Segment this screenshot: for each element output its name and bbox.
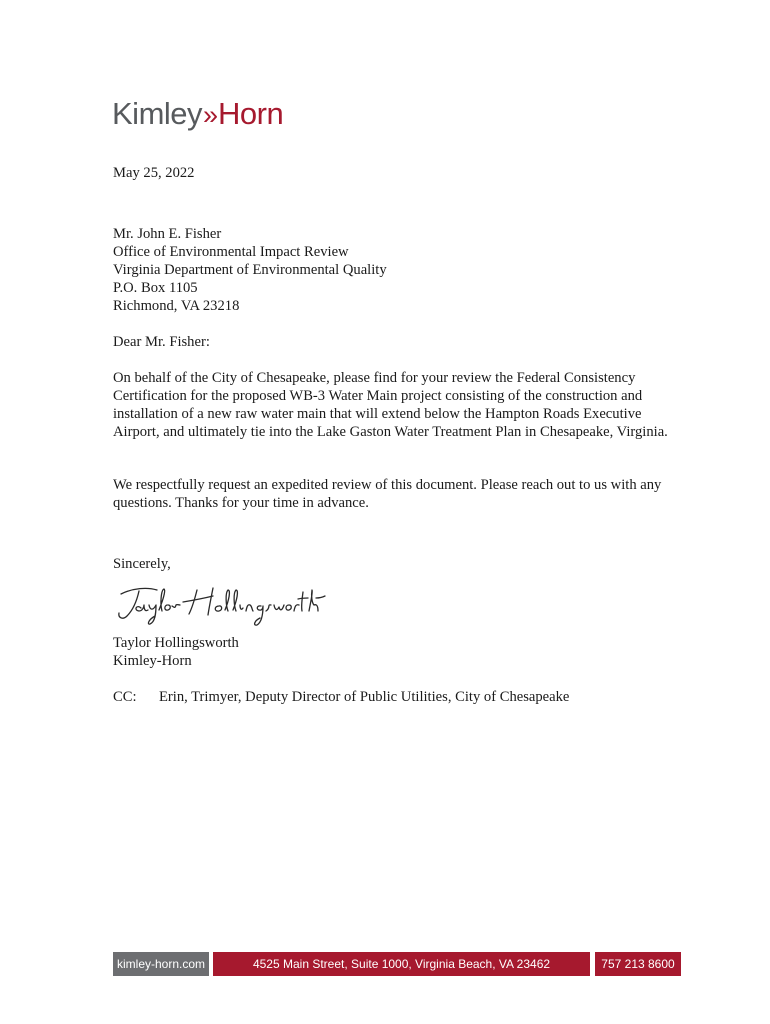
signer-block [113, 634, 239, 670]
cc-line [113, 688, 569, 706]
recipient-po-box: P.O. Box 1105 [113, 280, 198, 296]
footer-phone: 757 213 8600 [595, 952, 681, 976]
company-logo [112, 98, 283, 138]
body-paragraph-2: We respectfully request an expedited review of this document. Please reach out to us with any questions. Thanks for your time in advance. [113, 477, 662, 511]
logo-kimley-text: Kimley [112, 96, 203, 131]
footer-address: 4525 Main Street, Suite 1000, Virginia Beach, VA 23462 [213, 952, 590, 976]
cc-text: Erin, Trimyer, Deputy Director of Public Utilities, City of Chesapeake [159, 689, 570, 705]
logo-arrows-icon: » [203, 100, 213, 130]
handwritten-signature [113, 578, 328, 628]
letter-date: May 25, 2022 [113, 165, 195, 181]
footer-website[interactable]: kimley-horn.com [113, 952, 209, 976]
recipient-city: Richmond, VA 23218 [113, 298, 240, 314]
recipient-office: Office of Environmental Impact Review [113, 244, 349, 260]
salutation: Dear Mr. Fisher: [113, 334, 210, 350]
recipient-department: Virginia Department of Environmental Quality [113, 262, 387, 278]
recipient-address [113, 225, 387, 315]
logo-horn-text: Horn [218, 96, 284, 131]
recipient-name: Mr. John E. Fisher [113, 226, 222, 242]
signer-name: Taylor Hollingsworth [113, 635, 239, 651]
body-paragraph-1: On behalf of the City of Chesapeake, please find for your review the Federal Consistency Certification for the proposed WB-3 Water Main project consisting of the construction and installation of a new raw water main that will extend below the Hampton Roads Executive Airport, and ultimately tie into the Lake Gaston Water Treatment Plan in Chesapeake, Virginia. [113, 370, 668, 440]
closing: Sincerely, [113, 556, 171, 572]
cc-label: CC: [113, 689, 137, 705]
signer-company: Kimley-Horn [113, 653, 192, 669]
